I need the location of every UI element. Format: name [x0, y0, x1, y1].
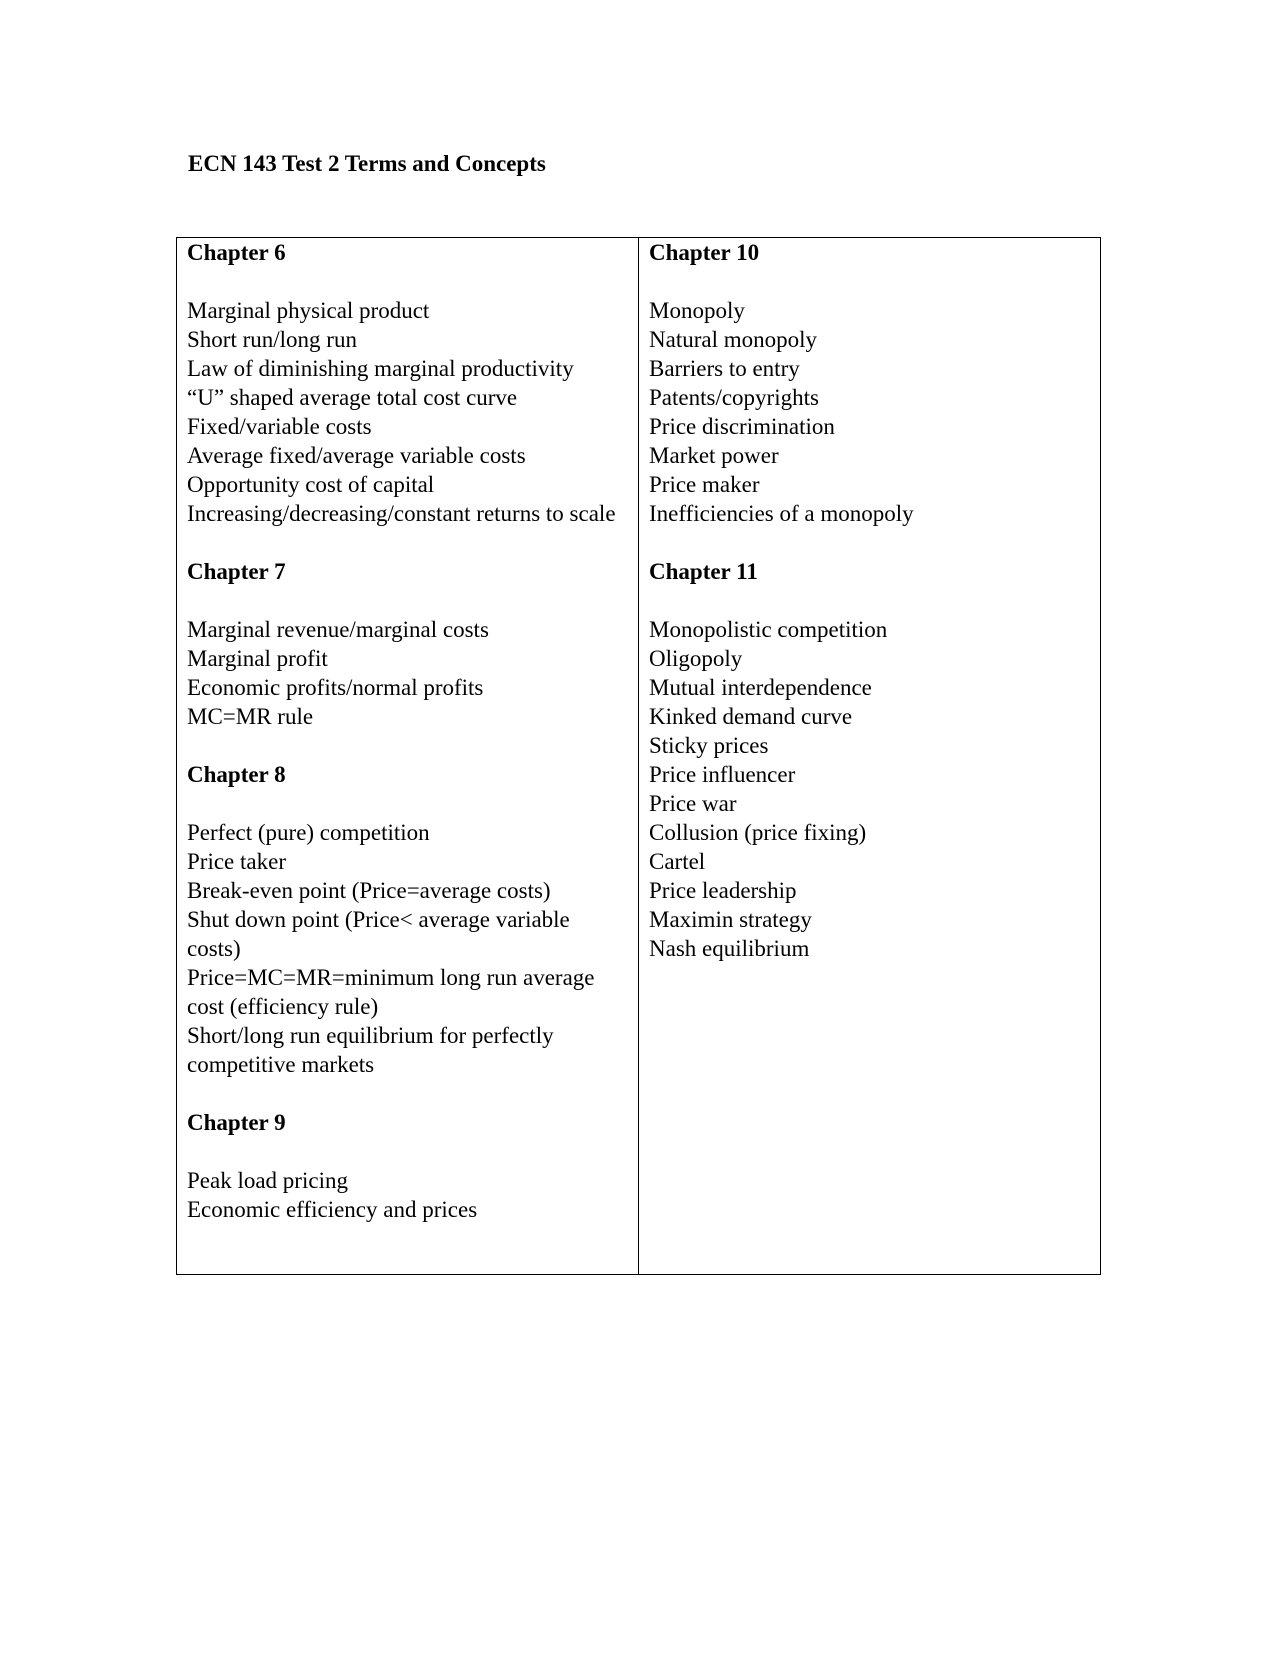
term-item: Peak load pricing — [187, 1168, 348, 1193]
term-item: Increasing/decreasing/constant returns to scale — [187, 501, 616, 526]
term-item: Marginal revenue/marginal costs — [187, 617, 489, 642]
term-item: Cartel — [649, 849, 706, 874]
term-list — [187, 296, 628, 528]
chapter-heading: Chapter 6 — [187, 240, 286, 265]
term-item: Market power — [649, 443, 779, 468]
term-item: Price taker — [187, 849, 286, 874]
term-item: MC=MR rule — [187, 704, 314, 729]
term-item: Shut down point (Price< average variable costs) — [187, 907, 570, 961]
chapter-section — [649, 557, 1090, 963]
terms-table — [176, 237, 1101, 1275]
term-item: Mutual interdependence — [649, 675, 872, 700]
term-item: Inefficiencies of a monopoly — [649, 501, 914, 526]
term-item: Perfect (pure) competition — [187, 820, 430, 845]
chapter-section — [187, 238, 628, 528]
term-item: Price war — [649, 791, 737, 816]
chapter-heading: Chapter 9 — [187, 1110, 286, 1135]
term-item: Opportunity cost of capital — [187, 472, 435, 497]
term-item: Average fixed/average variable costs — [187, 443, 526, 468]
chapter-section — [187, 1108, 628, 1224]
term-item: Price influencer — [649, 762, 796, 787]
term-item: “U” shaped average total cost curve — [187, 385, 518, 410]
term-item: Monopoly — [649, 298, 745, 323]
term-item: Monopolistic competition — [649, 617, 888, 642]
term-item: Kinked demand curve — [649, 704, 853, 729]
term-item: Marginal profit — [187, 646, 328, 671]
term-item: Oligopoly — [649, 646, 743, 671]
term-item: Nash equilibrium — [649, 936, 810, 961]
term-list — [187, 818, 628, 1079]
term-item: Marginal physical product — [187, 298, 430, 323]
page-title: ECN 143 Test 2 Terms and Concepts — [188, 151, 546, 176]
chapter-heading: Chapter 7 — [187, 559, 286, 584]
chapter-heading: Chapter 8 — [187, 762, 286, 787]
term-item: Maximin strategy — [649, 907, 812, 932]
term-item: Collusion (price fixing) — [649, 820, 867, 845]
term-item: Natural monopoly — [649, 327, 817, 352]
term-item: Price discrimination — [649, 414, 835, 439]
term-item: Break-even point (Price=average costs) — [187, 878, 551, 903]
term-item: Short/long run equilibrium for perfectly competitive markets — [187, 1023, 554, 1077]
term-item: Economic profits/normal profits — [187, 675, 484, 700]
term-list — [649, 615, 1090, 963]
term-item: Short run/long run — [187, 327, 357, 352]
term-item: Sticky prices — [649, 733, 769, 758]
term-item: Economic efficiency and prices — [187, 1197, 478, 1222]
chapter-heading: Chapter 11 — [649, 559, 758, 584]
term-item: Price maker — [649, 472, 760, 497]
term-item: Price=MC=MR=minimum long run average cost (efficiency rule) — [187, 965, 595, 1019]
chapter-heading: Chapter 10 — [649, 240, 760, 265]
chapter-section — [187, 557, 628, 731]
term-list — [187, 615, 628, 731]
term-list — [649, 296, 1090, 528]
term-item: Price leadership — [649, 878, 797, 903]
chapter-section — [187, 760, 628, 1079]
right-column — [639, 238, 1100, 1274]
term-item: Barriers to entry — [649, 356, 800, 381]
term-item: Law of diminishing marginal productivity — [187, 356, 574, 381]
term-item: Fixed/variable costs — [187, 414, 372, 439]
term-list — [187, 1166, 628, 1224]
term-item: Patents/copyrights — [649, 385, 819, 410]
left-column — [177, 238, 639, 1274]
chapter-section — [649, 238, 1090, 528]
